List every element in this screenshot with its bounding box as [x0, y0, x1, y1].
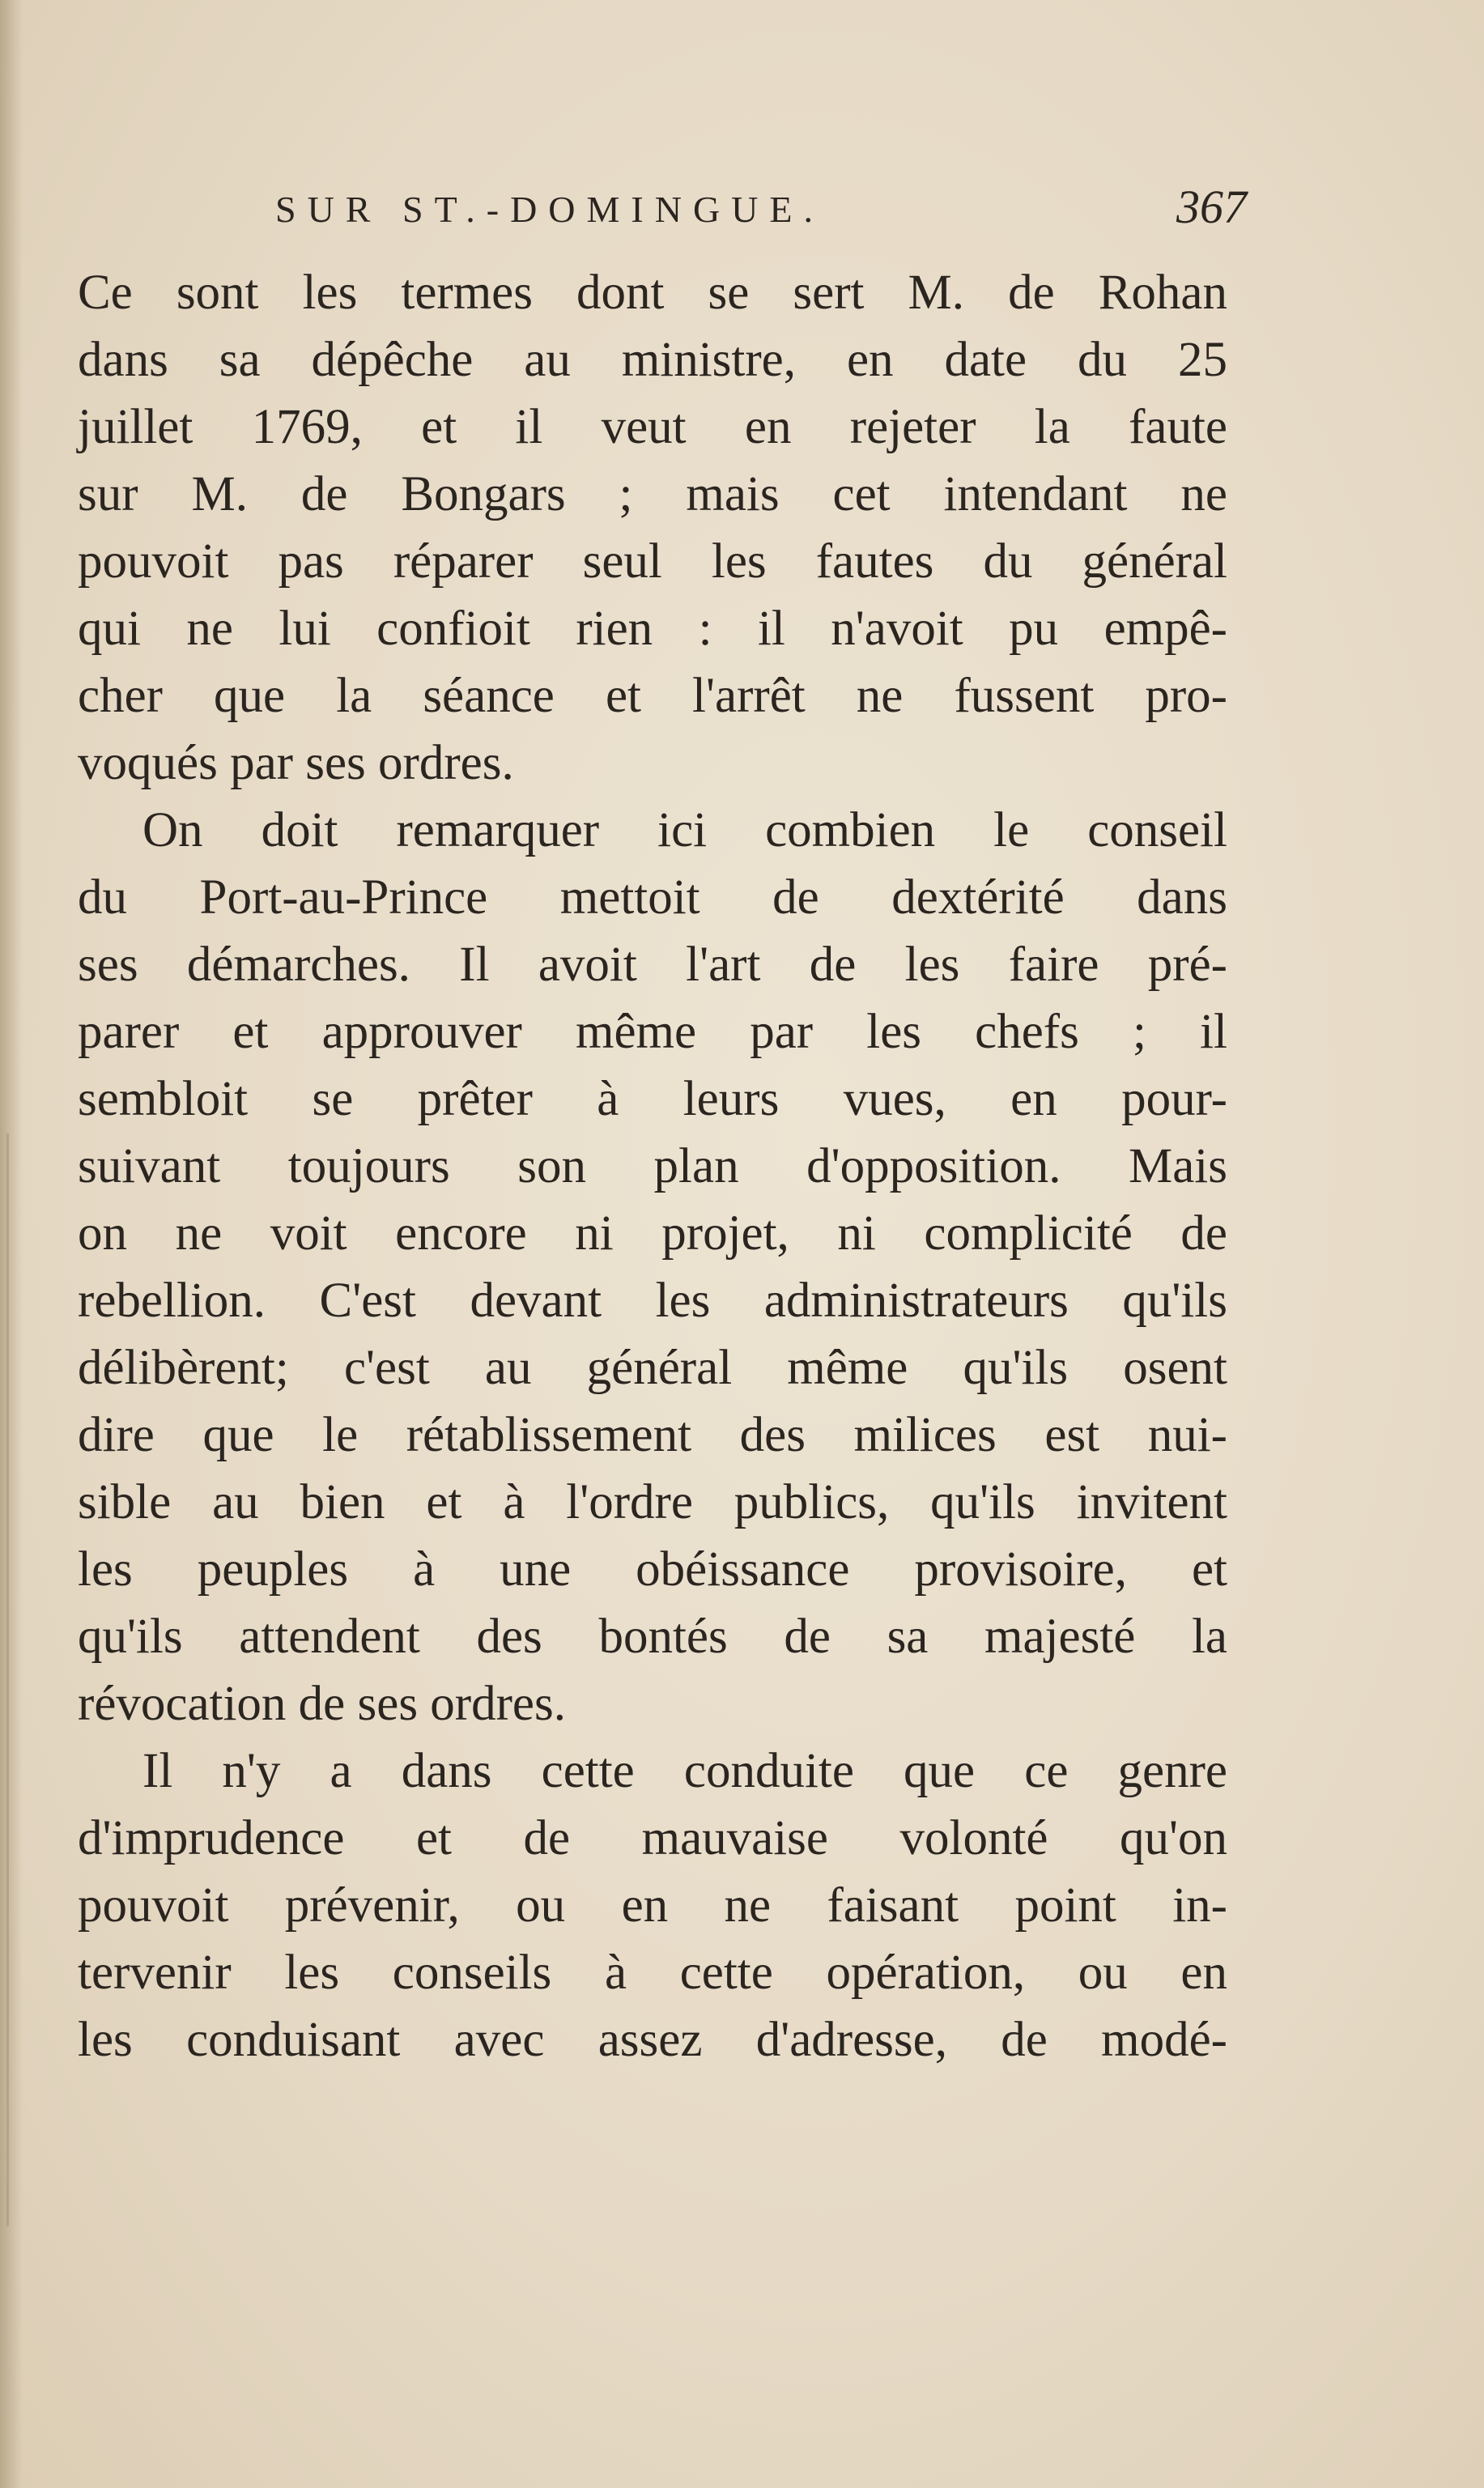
- text-line: juillet 1769, et il veut en rejeter la faute: [78, 400, 1227, 454]
- text-line: cher que la séance et l'arrêt ne fussent pro-: [78, 669, 1227, 723]
- text-line: qu'ils attendent des bontés de sa majesté la: [78, 1610, 1227, 1664]
- text-line: suivant toujours son plan d'opposition. Mais: [78, 1139, 1227, 1193]
- text-line: d'imprudence et de mauvaise volonté qu'on: [78, 1811, 1227, 1865]
- body-text: [78, 259, 1227, 2073]
- text-line: dire que le rétablissement des milices est nui-: [78, 1408, 1227, 1462]
- text-line: on ne voit encore ni projet, ni complicité de: [78, 1206, 1227, 1261]
- text-line: délibèrent; c'est au général même qu'ils osent: [78, 1341, 1227, 1395]
- text-line: voqués par ses ordres.: [78, 736, 514, 790]
- text-line: sible au bien et à l'ordre publics, qu'ils invitent: [78, 1475, 1227, 1529]
- text-line: pouvoit pas réparer seul les fautes du général: [78, 534, 1227, 589]
- paragraph-1: [78, 259, 1227, 797]
- running-head: [275, 181, 1263, 245]
- paragraph-2: [78, 797, 1227, 1737]
- text-line: sur M. de Bongars ; mais cet intendant ne: [78, 467, 1227, 521]
- text-line: rebellion. C'est devant les administrateurs qu'ils: [78, 1274, 1227, 1328]
- text-line: pouvoit prévenir, ou en ne faisant point in-: [78, 1878, 1227, 1933]
- paragraph-3: [78, 1737, 1227, 2073]
- text-line: du Port-au-Prince mettoit de dextérité dans: [78, 870, 1227, 925]
- text-line: Il n'y a dans cette conduite que ce genre: [142, 1744, 1227, 1798]
- text-line: tervenir les conseils à cette opération, ou en: [78, 1946, 1227, 2000]
- running-title: SUR ST.-DOMINGUE.: [275, 189, 824, 230]
- text-line: parer et approuver même par les chefs ; il: [78, 1005, 1227, 1059]
- page-gutter-shadow: [0, 0, 23, 2488]
- text-line: révocation de ses ordres.: [78, 1677, 567, 1731]
- text-line: Ce sont les termes dont se sert M. de Rohan: [78, 266, 1227, 320]
- page-number: 367: [1176, 181, 1247, 233]
- page-edge-line: [6, 1133, 9, 2226]
- text-line: On doit remarquer ici combien le conseil: [142, 803, 1227, 857]
- text-line: qui ne lui confioit rien : il n'avoit pu empê-: [78, 602, 1227, 656]
- text-line: ses démarches. Il avoit l'art de les faire pré-: [78, 938, 1227, 992]
- text-line: sembloit se prêter à leurs vues, en pour-: [78, 1072, 1227, 1126]
- text-line: les conduisant avec assez d'adresse, de modé-: [78, 2013, 1227, 2067]
- text-line: dans sa dépêche au ministre, en date du 25: [78, 333, 1227, 387]
- text-line: les peuples à une obéissance provisoire, et: [78, 1542, 1227, 1597]
